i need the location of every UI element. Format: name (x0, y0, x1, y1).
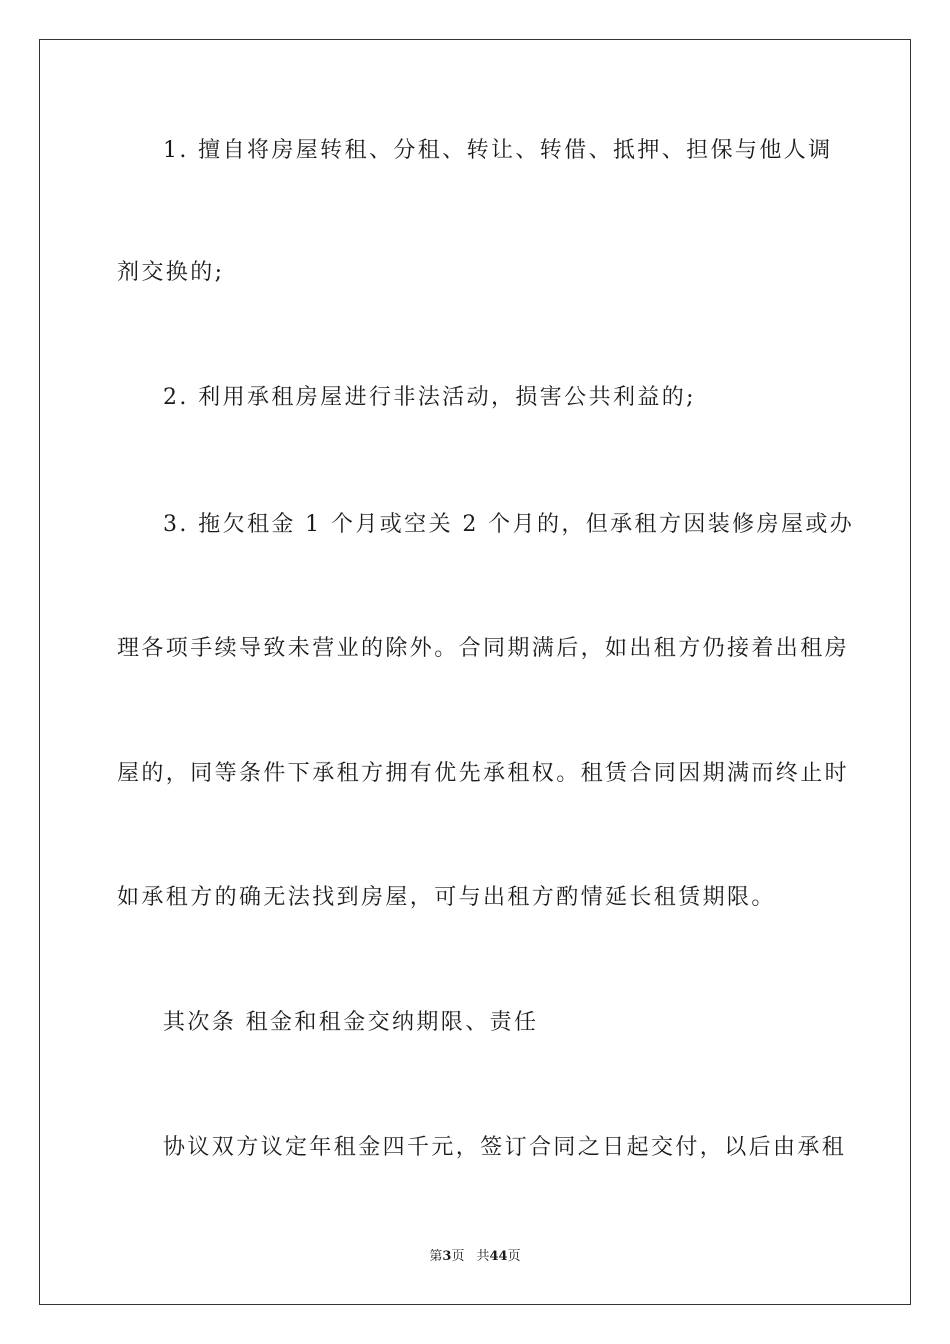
paragraph-line: 3. 拖欠租金 1 个月或空关 2 个月的，但承租方因装修房屋或办 (163, 512, 855, 537)
paragraph-line: 剂交换的; (117, 260, 225, 285)
page-suffix: 页 (451, 1249, 465, 1264)
paragraph-line: 协议双方议定年租金四千元，签订合同之日起交付，以后由承租 (163, 1135, 847, 1160)
page-border (39, 39, 911, 1305)
total-suffix: 页 (507, 1249, 521, 1264)
page-footer (0, 1248, 950, 1266)
section-heading: 其次条 租金和租金交纳期限、责任 (163, 1010, 539, 1035)
paragraph-line: 1. 擅自将房屋转租、分租、转让、转借、抵押、担保与他人调 (163, 138, 833, 163)
paragraph-line: 2. 利用承租房屋进行非法活动，损害公共利益的; (163, 385, 696, 410)
total-prefix: 共 (476, 1249, 490, 1264)
paragraph-line: 屋的，同等条件下承租方拥有优先承租权。租赁合同因期满而终止时 (117, 761, 850, 786)
page-prefix: 第 (429, 1249, 443, 1264)
paragraph-line: 如承租方的确无法找到房屋，可与出租方酌情延长租赁期限。 (117, 885, 776, 910)
page-number: 3 (442, 1249, 452, 1264)
total-pages: 44 (489, 1249, 508, 1264)
paragraph-line: 理各项手续导致未营业的除外。合同期满后，如出租方仍接着出租房 (117, 636, 850, 661)
